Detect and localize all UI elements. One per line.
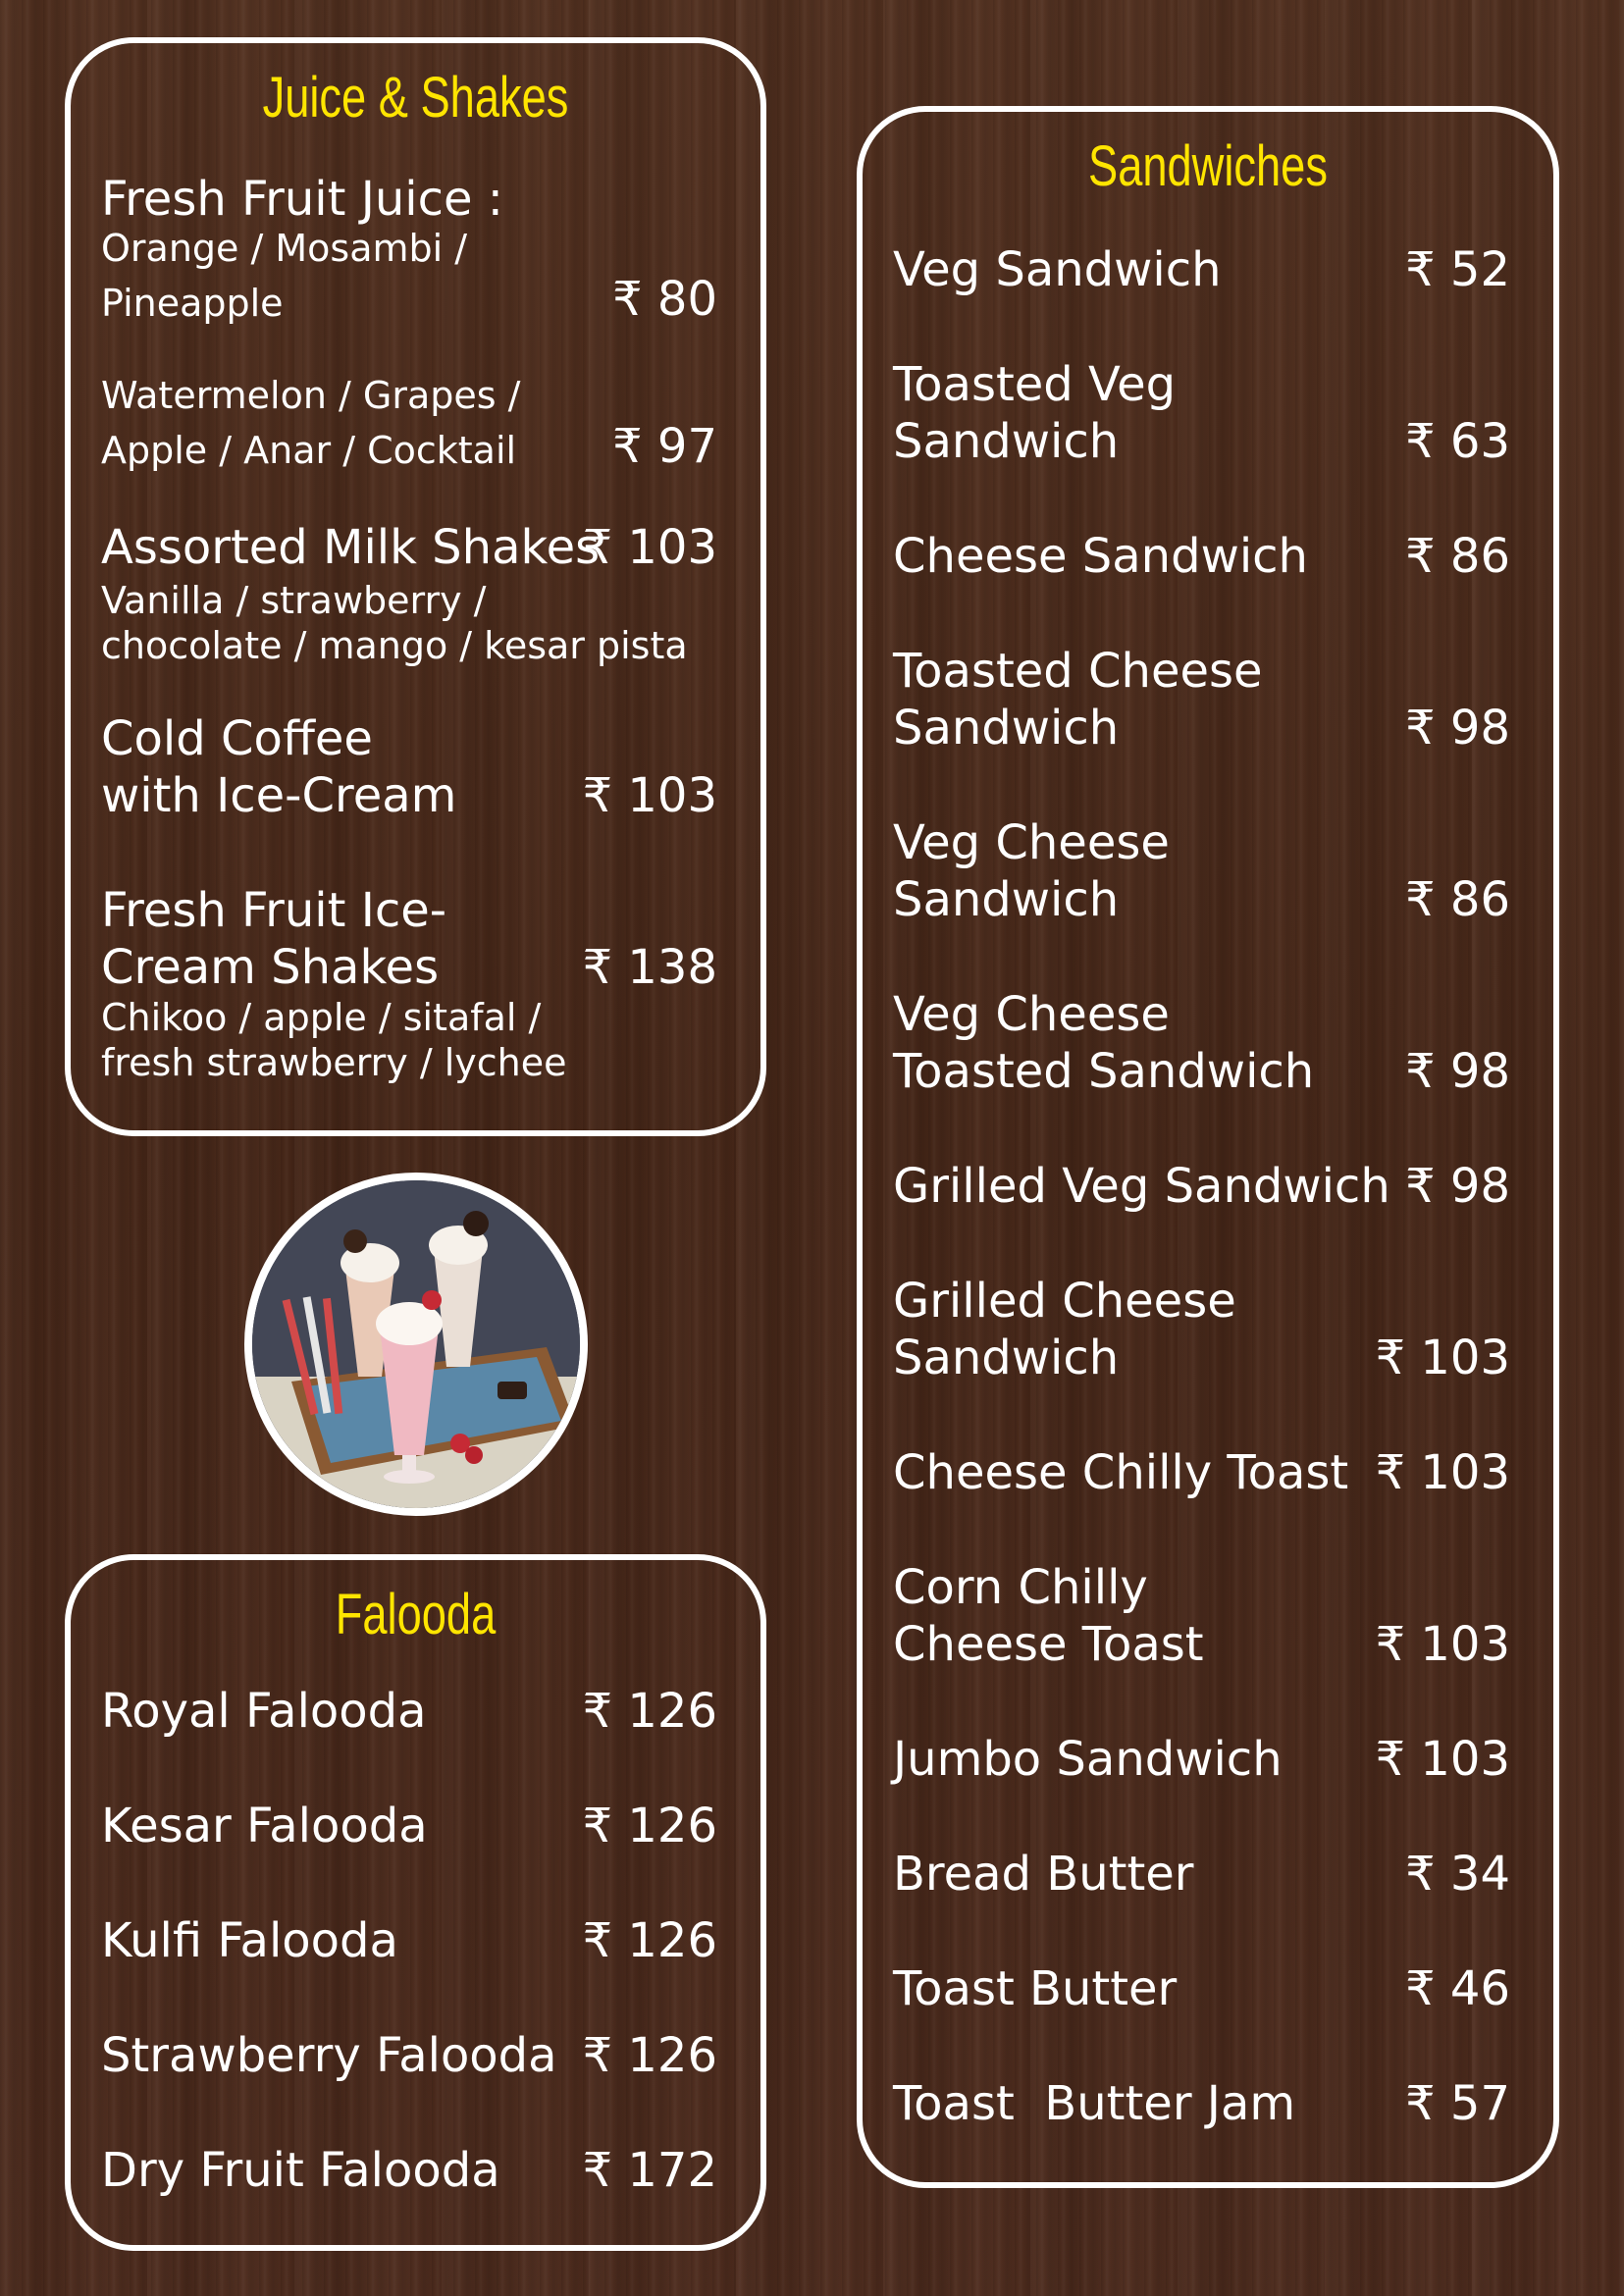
menu-item-name: with Ice-Cream (101, 768, 457, 823)
menu-item-price: ₹ 138 (582, 940, 717, 995)
menu-item-name: Sandwich (893, 414, 1120, 469)
menu-item-price: ₹ 103 (1375, 1331, 1510, 1385)
menu-item-name: Corn Chilly (893, 1560, 1148, 1615)
menu-item-price: ₹ 98 (1405, 1044, 1510, 1099)
menu-item-name: Kesar Falooda (101, 1799, 428, 1853)
menu-item-price: ₹ 97 (612, 419, 717, 474)
menu-item-price: ₹ 80 (612, 272, 717, 327)
menu-item-name: Strawberry Falooda (101, 2028, 557, 2083)
menu-item-desc: fresh strawberry / lychee (101, 1041, 567, 1084)
menu-item-name: Jumbo Sandwich (893, 1732, 1283, 1787)
milkshake-photo-icon (252, 1180, 580, 1508)
menu-item-price: ₹ 98 (1405, 1159, 1510, 1214)
menu-item-name: Toast Butter Jam (893, 2076, 1296, 2131)
falooda-title: Falooda (335, 1583, 497, 1646)
menu-item-desc: Chikoo / apple / sitafal / (101, 996, 542, 1039)
sandwiches-panel (857, 106, 1559, 2188)
menu-item-name: Toasted Sandwich (893, 1044, 1315, 1099)
menu-item-name: Sandwich (893, 872, 1120, 927)
menu-item-name: Dry Fruit Falooda (101, 2143, 500, 2198)
menu-item-desc: Apple / Anar / Cocktail (101, 429, 517, 472)
menu-item-name: Cold Coffee (101, 711, 373, 766)
menu-item-price: ₹ 103 (582, 768, 717, 823)
menu-item-price: ₹ 57 (1405, 2076, 1510, 2131)
menu-item-name: Cream Shakes (101, 940, 440, 995)
menu-item-name: Grilled Veg Sandwich (893, 1159, 1390, 1214)
menu-item-price: ₹ 98 (1405, 701, 1510, 756)
juice-shakes-panel (65, 37, 766, 1136)
menu-item-price: ₹ 103 (1375, 1617, 1510, 1672)
menu-item-price: ₹ 126 (582, 1684, 717, 1739)
menu-item-desc: Vanilla / strawberry / (101, 579, 487, 622)
menu-item-price: ₹ 126 (582, 1799, 717, 1853)
menu-item-price: ₹ 86 (1405, 529, 1510, 584)
menu-item-price: ₹ 52 (1405, 242, 1510, 297)
menu-item-name: Royal Falooda (101, 1684, 427, 1739)
menu-item-desc: Watermelon / Grapes / (101, 374, 521, 417)
menu-item-price: ₹ 172 (582, 2143, 717, 2198)
menu-item-price: ₹ 103 (582, 520, 717, 575)
menu-item-name: Toasted Cheese (893, 644, 1263, 699)
menu-item-desc: chocolate / mango / kesar pista (101, 624, 688, 667)
menu-item-name: Kulfi Falooda (101, 1913, 398, 1968)
menu-item-name: Toasted Veg (893, 357, 1177, 412)
juice-shakes-title: Juice & Shakes (262, 66, 569, 130)
menu-item-name: Veg Sandwich (893, 242, 1222, 297)
menu-item-name: Cheese Toast (893, 1617, 1204, 1672)
sandwiches-title: Sandwiches (1088, 134, 1328, 198)
menu-item-name: Assorted Milk Shakes (101, 520, 601, 575)
menu-item-price: ₹ 126 (582, 2028, 717, 2083)
menu-item-price: ₹ 34 (1405, 1847, 1510, 1902)
menu-item-price: ₹ 63 (1405, 414, 1510, 469)
menu-item-name: Sandwich (893, 701, 1120, 756)
menu-item-name: Cheese Chilly Toast (893, 1445, 1349, 1500)
milkshake-photo (244, 1173, 588, 1516)
menu-item-desc: Pineapple (101, 282, 284, 325)
menu-item-price: ₹ 103 (1375, 1732, 1510, 1787)
menu-item-name: Bread Butter (893, 1847, 1194, 1902)
menu-item-name: Fresh Fruit Ice- (101, 883, 447, 938)
menu-item-name: Grilled Cheese (893, 1274, 1236, 1329)
menu-item-price: ₹ 103 (1375, 1445, 1510, 1500)
menu-item-name: Veg Cheese (893, 987, 1170, 1042)
menu-item-name: Toast Butter (893, 1961, 1178, 2016)
menu-item-price: ₹ 86 (1405, 872, 1510, 927)
menu-item-desc: Orange / Mosambi / (101, 227, 468, 270)
menu-item-name: Fresh Fruit Juice : (101, 172, 503, 227)
menu-item-price: ₹ 46 (1405, 1961, 1510, 2016)
falooda-panel (65, 1554, 766, 2251)
menu-item-name: Veg Cheese (893, 815, 1170, 870)
menu-item-name: Sandwich (893, 1331, 1120, 1385)
menu-item-name: Cheese Sandwich (893, 529, 1308, 584)
menu-item-price: ₹ 126 (582, 1913, 717, 1968)
